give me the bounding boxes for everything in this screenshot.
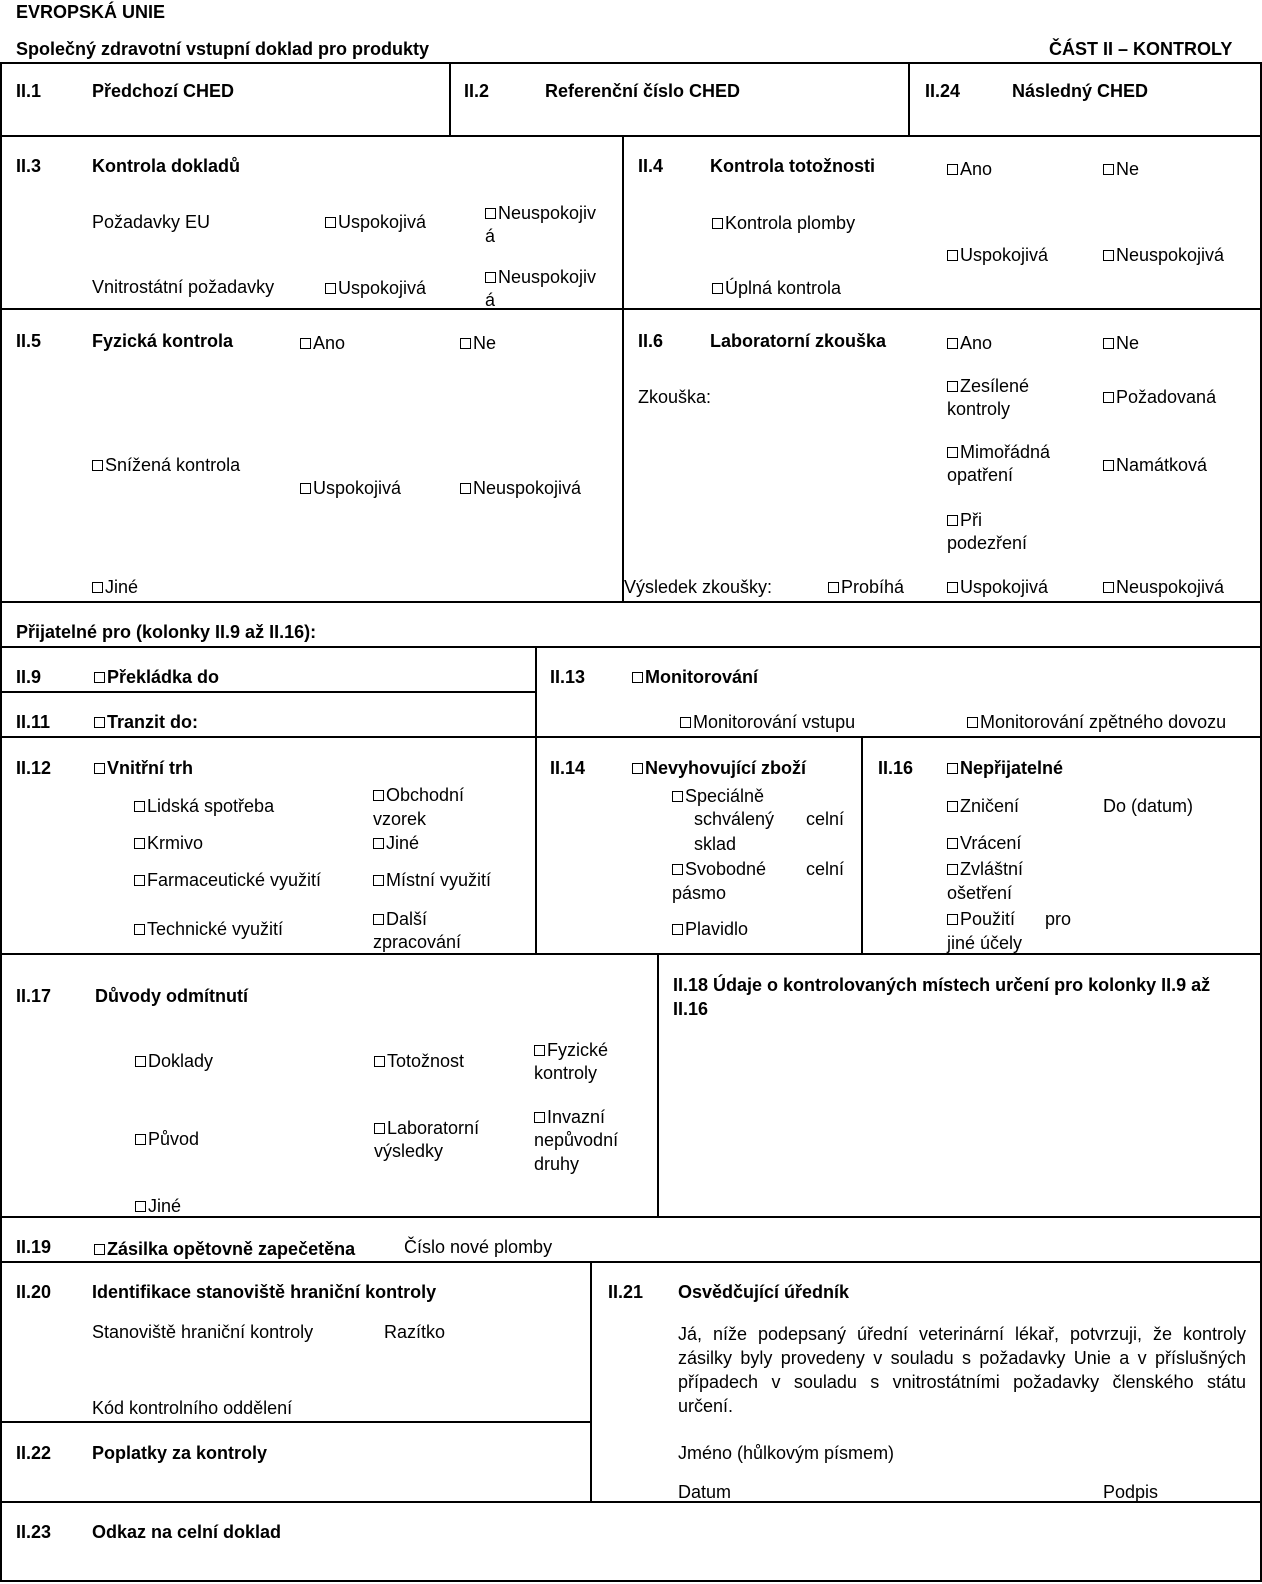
box-number: II.13 xyxy=(550,667,586,687)
checkbox-label-cont: jiné účely xyxy=(947,933,1023,953)
checkbox-icon xyxy=(947,864,958,875)
checkbox-icon xyxy=(94,1244,105,1255)
box-ii18-label-cont: II.16 xyxy=(673,999,709,1019)
line xyxy=(908,62,910,136)
checkbox-return[interactable]: Vrácení xyxy=(947,832,1021,854)
line xyxy=(0,1580,1262,1582)
checkbox-other[interactable]: Jiné xyxy=(373,832,419,854)
line xyxy=(0,736,1262,738)
date-label: Datum xyxy=(678,1482,732,1502)
checkbox-icon xyxy=(828,582,839,593)
checkbox-icon xyxy=(947,914,958,925)
checkbox-icon xyxy=(135,1201,146,1212)
checkbox-icon xyxy=(134,875,145,886)
box-number: II.17 xyxy=(16,986,52,1006)
checkbox-label-cont: á xyxy=(485,290,496,310)
box-label: Následný CHED xyxy=(1012,81,1149,101)
checkbox-internal-market[interactable]: Vnitřní trh xyxy=(94,757,193,779)
line xyxy=(449,62,451,136)
box-label: Důvody odmítnutí xyxy=(95,986,248,1006)
checkbox-reinforced[interactable]: Zesílené xyxy=(947,375,1029,397)
checkbox-pharmaceutical-use[interactable]: Farmaceutické využití xyxy=(134,869,321,891)
checkbox-icon xyxy=(632,763,643,774)
checkbox-physical[interactable]: Fyzické xyxy=(534,1039,608,1061)
certifying-statement: Já, níže podepsaný úřední veterinární lékař, potvrzuji, že kontroly zásilky byly provedeny v souladu s požadavky Unie a v příslušných případech v souladu s vnitrostátními požadavky členského státu určení. xyxy=(678,1324,1246,1416)
checkbox-label-cont: nepůvodní xyxy=(534,1130,619,1150)
checkbox-icon xyxy=(134,801,145,812)
box-number: II.14 xyxy=(550,758,586,778)
checkbox-entry-monitoring[interactable]: Monitorování vstupu xyxy=(680,711,855,733)
checkbox-icon xyxy=(374,1123,385,1134)
checkbox-icon xyxy=(373,914,384,925)
checkbox-satisfactory[interactable]: Uspokojivá xyxy=(300,477,401,499)
line xyxy=(0,1421,592,1423)
box-label: Referenční číslo CHED xyxy=(545,81,741,101)
box-label: Identifikace stanoviště hraniční kontroly xyxy=(92,1282,437,1302)
checkbox-icon xyxy=(325,283,336,294)
checkbox-vessel[interactable]: Plavidlo xyxy=(672,918,748,940)
checkbox-yes[interactable]: Ano xyxy=(947,332,992,354)
checkbox-icon xyxy=(534,1045,545,1056)
checkbox-label-cont: schválený xyxy=(694,809,775,829)
checkbox-icon xyxy=(672,864,683,875)
checkbox-icon xyxy=(947,838,958,849)
checkbox-icon xyxy=(967,717,978,728)
checkbox-technical-use[interactable]: Technické využití xyxy=(134,918,283,940)
checkbox-no[interactable]: Ne xyxy=(1103,332,1139,354)
checkbox-emergency[interactable]: Mimořádná xyxy=(947,441,1050,463)
line xyxy=(0,62,2,1582)
box-number: II.22 xyxy=(16,1443,52,1463)
checkbox-suspicion[interactable]: Při xyxy=(947,509,982,531)
line xyxy=(0,953,1262,955)
inspection-unit-label: Kód kontrolního oddělení xyxy=(92,1398,293,1418)
checkbox-icon xyxy=(460,338,471,349)
checkbox-random[interactable]: Namátková xyxy=(1103,454,1207,476)
box-number: II.16 xyxy=(878,758,914,778)
box-number: II.4 xyxy=(638,156,664,176)
checkbox-full-check[interactable]: Úplná kontrola xyxy=(712,277,841,299)
box-label: Poplatky za kontroly xyxy=(92,1443,268,1463)
checkbox-monitoring[interactable]: Monitorování xyxy=(632,666,758,688)
checkbox-icon xyxy=(1103,582,1114,593)
box-number: II.1 xyxy=(16,81,42,101)
checkbox-icon xyxy=(947,164,958,175)
new-seal-number-label: Číslo nové plomby xyxy=(404,1237,553,1257)
checkbox-icon xyxy=(134,924,145,935)
box-number: II.19 xyxy=(16,1237,52,1257)
checkbox-reduced-check[interactable]: Snížená kontrola xyxy=(92,454,240,476)
line xyxy=(0,135,1262,137)
part-title: ČÁST II – KONTROLY xyxy=(1049,39,1233,59)
checkbox-icon xyxy=(92,582,103,593)
checkbox-unsatisfactory[interactable]: Neuspokojiv xyxy=(485,266,596,288)
checkbox-icon xyxy=(94,763,105,774)
checkbox-icon xyxy=(1103,392,1114,403)
test-label: Zkouška: xyxy=(638,387,712,407)
checkbox-label-cont: kontroly xyxy=(947,399,1011,419)
checkbox-origin[interactable]: Původ xyxy=(135,1128,199,1150)
checkbox-non-conforming[interactable]: Nevyhovující zboží xyxy=(632,757,806,779)
checkbox-icon xyxy=(534,1112,545,1123)
checkbox-further-processing[interactable]: Další xyxy=(373,908,427,930)
box-number: II.23 xyxy=(16,1522,52,1542)
checkbox-label-cont: á xyxy=(485,226,496,246)
checkbox-icon xyxy=(94,672,105,683)
checkbox-icon xyxy=(134,838,145,849)
checkbox-icon xyxy=(485,208,496,219)
checkbox-commercial-sample[interactable]: Obchodní xyxy=(373,784,464,806)
checkbox-icon xyxy=(672,924,683,935)
checkbox-other-purposes[interactable]: Použití xyxy=(947,908,1015,930)
date-label: Do (datum) xyxy=(1103,796,1194,816)
checkbox-icon xyxy=(460,483,471,494)
eu-requirements-label: Požadavky EU xyxy=(92,212,211,232)
checkbox-icon xyxy=(632,672,643,683)
checkbox-satisfactory[interactable]: Uspokojivá xyxy=(325,211,426,233)
line xyxy=(0,1261,1262,1263)
checkbox-unsatisfactory[interactable]: Neuspokojiv xyxy=(485,202,596,224)
box-number: II.21 xyxy=(608,1282,644,1302)
checkbox-label-cont: pásmo xyxy=(672,883,727,903)
line xyxy=(0,601,1262,603)
box-number: II.3 xyxy=(16,156,42,176)
checkbox-feed[interactable]: Krmivo xyxy=(134,832,203,854)
checkbox-documents[interactable]: Doklady xyxy=(135,1050,213,1072)
box-label: Osvědčující úředník xyxy=(678,1282,850,1302)
checkbox-yes[interactable]: Ano xyxy=(947,158,992,180)
checkbox-no[interactable]: Ne xyxy=(1103,158,1139,180)
checkbox-unsatisfactory[interactable]: Neuspokojivá xyxy=(460,477,581,499)
checkbox-icon xyxy=(373,838,384,849)
checkbox-icon xyxy=(947,763,958,774)
box-number: II.5 xyxy=(16,331,42,351)
checkbox-icon xyxy=(712,283,723,294)
box-number: II.9 xyxy=(16,667,42,687)
checkbox-icon xyxy=(947,447,958,458)
checkbox-resealed[interactable]: Zásilka opětovně zapečetěna xyxy=(94,1238,355,1260)
checkbox-label-cont: kontroly xyxy=(534,1063,598,1083)
box-label: Kontrola dokladů xyxy=(92,156,240,176)
checkbox-seal-check[interactable]: Kontrola plomby xyxy=(712,212,855,234)
checkbox-icon xyxy=(712,218,723,229)
checkbox-icon xyxy=(947,338,958,349)
checkbox-local-use[interactable]: Místní využití xyxy=(373,869,491,891)
checkbox-label-cont: druhy xyxy=(534,1154,580,1174)
line xyxy=(535,646,537,954)
checkbox-icon xyxy=(1103,338,1114,349)
line xyxy=(861,736,863,954)
checkbox-label-cont: sklad xyxy=(694,834,737,854)
checkbox-icon xyxy=(947,515,958,526)
checkbox-icon xyxy=(373,790,384,801)
doc-title: Společný zdravotní vstupní doklad pro produkty xyxy=(16,39,430,59)
checkbox-icon xyxy=(947,801,958,812)
checkbox-customs-warehouse[interactable]: Speciálně xyxy=(672,785,764,807)
line xyxy=(622,135,624,602)
checkbox-satisfactory[interactable]: Uspokojivá xyxy=(325,277,426,299)
checkbox-transit[interactable]: Tranzit do: xyxy=(94,711,198,733)
line xyxy=(0,308,1262,310)
checkbox-label-cont: zpracování xyxy=(373,932,462,952)
box-ii18-label: II.18 Údaje o kontrolovaných místech určení pro kolonky II.9 až xyxy=(673,975,1211,995)
checkbox-label-cont: opatření xyxy=(947,465,1014,485)
line xyxy=(590,1261,592,1502)
stamp-label: Razítko xyxy=(384,1322,446,1342)
line xyxy=(657,953,659,1217)
box-label: Laboratorní zkouška xyxy=(710,331,887,351)
bcp-label: Stanoviště hraniční kontroly xyxy=(92,1322,314,1342)
checkbox-satisfactory[interactable]: Uspokojivá xyxy=(947,244,1048,266)
checkbox-icon xyxy=(1103,250,1114,261)
line xyxy=(0,1216,1262,1218)
checkbox-other[interactable]: Jiné xyxy=(92,576,138,598)
checkbox-label-cont: pro xyxy=(1045,909,1072,929)
checkbox-icon xyxy=(135,1134,146,1145)
checkbox-label-cont: výsledky xyxy=(374,1141,444,1161)
acceptable-for-heading: Přijatelné pro (kolonky II.9 až II.16): xyxy=(16,622,317,642)
box-number: II.20 xyxy=(16,1282,52,1302)
box-number: II.12 xyxy=(16,758,52,778)
checkbox-icon xyxy=(92,460,103,471)
checkbox-icon xyxy=(485,272,496,283)
checkbox-satisfactory[interactable]: Uspokojivá xyxy=(947,576,1048,598)
line xyxy=(0,691,535,693)
checkbox-free-zone[interactable]: Svobodné xyxy=(672,858,766,880)
checkbox-icon xyxy=(1103,164,1114,175)
checkbox-pending[interactable]: Probíhá xyxy=(828,576,904,598)
box-number: II.11 xyxy=(16,712,51,732)
checkbox-label-cont: celní xyxy=(806,809,845,829)
checkbox-unsatisfactory[interactable]: Neuspokojivá xyxy=(1103,244,1224,266)
name-label: Jméno (hůlkovým písmem) xyxy=(678,1443,895,1463)
line xyxy=(0,1501,1262,1503)
checkbox-label-cont: vzorek xyxy=(373,809,427,829)
org-title: EVROPSKÁ UNIE xyxy=(16,2,166,22)
checkbox-icon xyxy=(374,1056,385,1067)
checkbox-not-acceptable[interactable]: Nepřijatelné xyxy=(947,757,1063,779)
checkbox-icon xyxy=(680,717,691,728)
checkbox-transhipment[interactable]: Překládka do xyxy=(94,666,219,688)
checkbox-special-treatment[interactable]: Zvláštní xyxy=(947,858,1023,880)
checkbox-icon xyxy=(672,791,683,802)
checkbox-lab-results[interactable]: Laboratorní xyxy=(374,1117,479,1139)
checkbox-label-cont: podezření xyxy=(947,533,1028,553)
checkbox-human-consumption[interactable]: Lidská spotřeba xyxy=(134,795,274,817)
box-label: Fyzická kontrola xyxy=(92,331,234,351)
checkbox-icon xyxy=(325,217,336,228)
test-result-label: Výsledek zkoušky: xyxy=(624,577,773,597)
checkbox-icon xyxy=(135,1056,146,1067)
checkbox-label-cont: celní xyxy=(806,859,845,879)
box-number: II.24 xyxy=(925,81,961,101)
checkbox-unsatisfactory[interactable]: Neuspokojivá xyxy=(1103,576,1224,598)
checkbox-label-cont: ošetření xyxy=(947,883,1013,903)
line xyxy=(0,62,1262,64)
checkbox-destruction[interactable]: Zničení xyxy=(947,795,1019,817)
checkbox-invasive-species[interactable]: Invazní xyxy=(534,1106,605,1128)
checkbox-reimport-monitoring[interactable]: Monitorování zpětného dovozu xyxy=(967,711,1226,733)
box-label: Kontrola totožnosti xyxy=(710,156,875,176)
box-label: Odkaz na celní doklad xyxy=(92,1522,282,1542)
checkbox-icon xyxy=(94,717,105,728)
checkbox-identity[interactable]: Totožnost xyxy=(374,1050,464,1072)
checkbox-icon xyxy=(300,483,311,494)
checkbox-other[interactable]: Jiné xyxy=(135,1195,181,1217)
checkbox-icon xyxy=(373,875,384,886)
checkbox-requested[interactable]: Požadovaná xyxy=(1103,386,1216,408)
box-label: Předchozí CHED xyxy=(92,81,235,101)
checkbox-icon xyxy=(1103,460,1114,471)
signature-label: Podpis xyxy=(1103,1482,1159,1502)
national-requirements-label: Vnitrostátní požadavky xyxy=(92,277,275,297)
line xyxy=(0,646,1262,648)
box-number: II.2 xyxy=(464,81,490,101)
checkbox-icon xyxy=(300,338,311,349)
checkbox-icon xyxy=(947,250,958,261)
checkbox-yes[interactable]: Ano xyxy=(300,332,345,354)
checkbox-icon xyxy=(947,381,958,392)
checkbox-icon xyxy=(947,582,958,593)
checkbox-no[interactable]: Ne xyxy=(460,332,496,354)
box-number: II.6 xyxy=(638,331,664,351)
